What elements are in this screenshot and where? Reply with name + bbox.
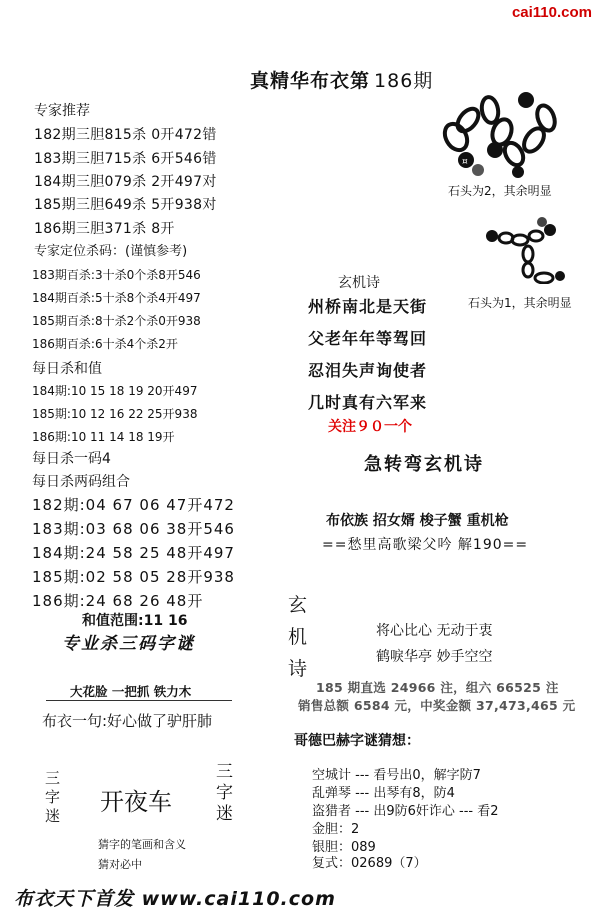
- expert-row: 182期三胆815杀 0开472错: [34, 127, 217, 143]
- two-code-row: 186期:24 68 26 48开: [32, 592, 204, 610]
- goethe-row: 空城计 --- 看号出0，解字防7: [312, 768, 481, 783]
- expert-row: 183期三胆715杀 6开546错: [34, 151, 217, 167]
- goethe-row: 银胆：089: [312, 840, 376, 855]
- sum-kill-row: 186期:10 11 14 18 19开: [32, 430, 175, 444]
- sum-range: 和值范围:11 16: [82, 613, 188, 629]
- position-row: 186期百杀:6十杀4个杀2开: [32, 337, 178, 351]
- brand-watermark: cai110.com: [511, 4, 592, 21]
- sum-kill-row: 185期:10 12 16 22 25开938: [32, 407, 198, 421]
- poem-line: 父老年年等驾回: [308, 329, 428, 348]
- stone-chain-1: [484, 214, 574, 284]
- poem-line: 忍泪失声询使者: [308, 361, 428, 380]
- expert-row: 185期三胆649杀 5开938对: [34, 197, 217, 213]
- three-word-main: 开夜车: [100, 788, 172, 816]
- position-row: 185期百杀:8十杀2个杀0开938: [32, 314, 201, 328]
- kill-one-code: 每日杀一码4: [32, 451, 111, 467]
- position-heading: 专家定位杀码：(谨慎参考): [34, 244, 188, 259]
- three-word-right: 三字迷: [212, 762, 232, 825]
- position-row: 184期百杀:5十杀8个杀4开497: [32, 291, 201, 305]
- poem-line: 州桥南北是天街: [308, 297, 428, 316]
- turn-line: ==愁里高歌梁父吟 解190==: [322, 537, 529, 553]
- sales-line: 185 期直选 24966 注，组六 66525 注: [316, 680, 559, 695]
- riddle-line: 大花脸 一把抓 铁力木: [70, 684, 192, 699]
- goethe-heading: 哥德巴赫字谜猜想：: [294, 733, 420, 749]
- sum-kill-row: 184期:10 15 18 19 20开497: [32, 384, 198, 398]
- goethe-row: 盗猎者 --- 出9防6奸诈心 --- 看2: [312, 804, 499, 819]
- turn-title: 急转弯玄机诗: [364, 454, 484, 475]
- divider: [46, 700, 232, 701]
- buyi-sentence: 布衣一句:好心做了驴肝肺: [42, 712, 213, 730]
- svg-text:¤: ¤: [462, 157, 468, 167]
- expert-heading: 专家推荐: [34, 103, 90, 119]
- position-row: 183期百杀:3十杀0个杀8开546: [32, 268, 201, 282]
- expert-row: 186期三胆371杀 8开: [34, 221, 175, 237]
- title-issue: 186期: [374, 70, 434, 92]
- three-word-hint: 猜字的笔画和含义: [98, 838, 186, 851]
- sales-line: 销售总额 6584 元，中奖金额 37,473,465 元: [298, 698, 576, 713]
- footer-link[interactable]: 布衣天下首发 www.cai110.com: [14, 888, 336, 910]
- turn-line: 布依族 招女婿 梭子蟹 重机枪: [326, 513, 509, 529]
- stone-caption-1: 石头为2，其余明显: [448, 184, 552, 198]
- riddle-title: 专业杀三码字谜: [62, 634, 195, 654]
- two-code-row: 182期:04 67 06 47开472: [32, 496, 235, 514]
- goethe-row: 金胆：2: [312, 822, 360, 837]
- goethe-row: 乱弹琴 --- 出琴有8，防4: [312, 786, 455, 801]
- xuanji-line: 将心比心 无动于衷: [376, 623, 493, 639]
- goethe-row: 复式：02689（7）: [312, 856, 427, 871]
- two-code-row: 183期:03 68 06 38开546: [32, 520, 235, 538]
- three-word-hint: 猜对必中: [98, 858, 142, 871]
- poem-heading: 玄机诗: [338, 275, 380, 291]
- xuanji-label: 玄: [288, 594, 308, 616]
- three-word-left: 三字迷: [43, 770, 61, 827]
- xuanji-label: 机: [288, 626, 308, 648]
- stone-chain-2: [438, 82, 578, 182]
- two-code-row: 184期:24 58 25 48开497: [32, 544, 235, 562]
- sum-kill-heading: 每日杀和值: [32, 361, 102, 377]
- xuanji-label: 诗: [288, 658, 308, 680]
- xuanji-line: 鹤唳华亭 妙手空空: [376, 649, 493, 665]
- two-code-row: 185期:02 58 05 28开938: [32, 568, 235, 586]
- two-code-heading: 每日杀两码组合: [32, 474, 130, 490]
- poem-line: 几时真有六军来: [308, 393, 428, 412]
- page-title: [250, 66, 433, 93]
- stone-caption-2: 石头为1，其余明显: [468, 296, 572, 310]
- expert-row: 184期三胆079杀 2开497对: [34, 174, 217, 190]
- title-text: 真精华布衣第: [250, 70, 371, 92]
- poem-follow: 关注９０一个: [328, 419, 412, 435]
